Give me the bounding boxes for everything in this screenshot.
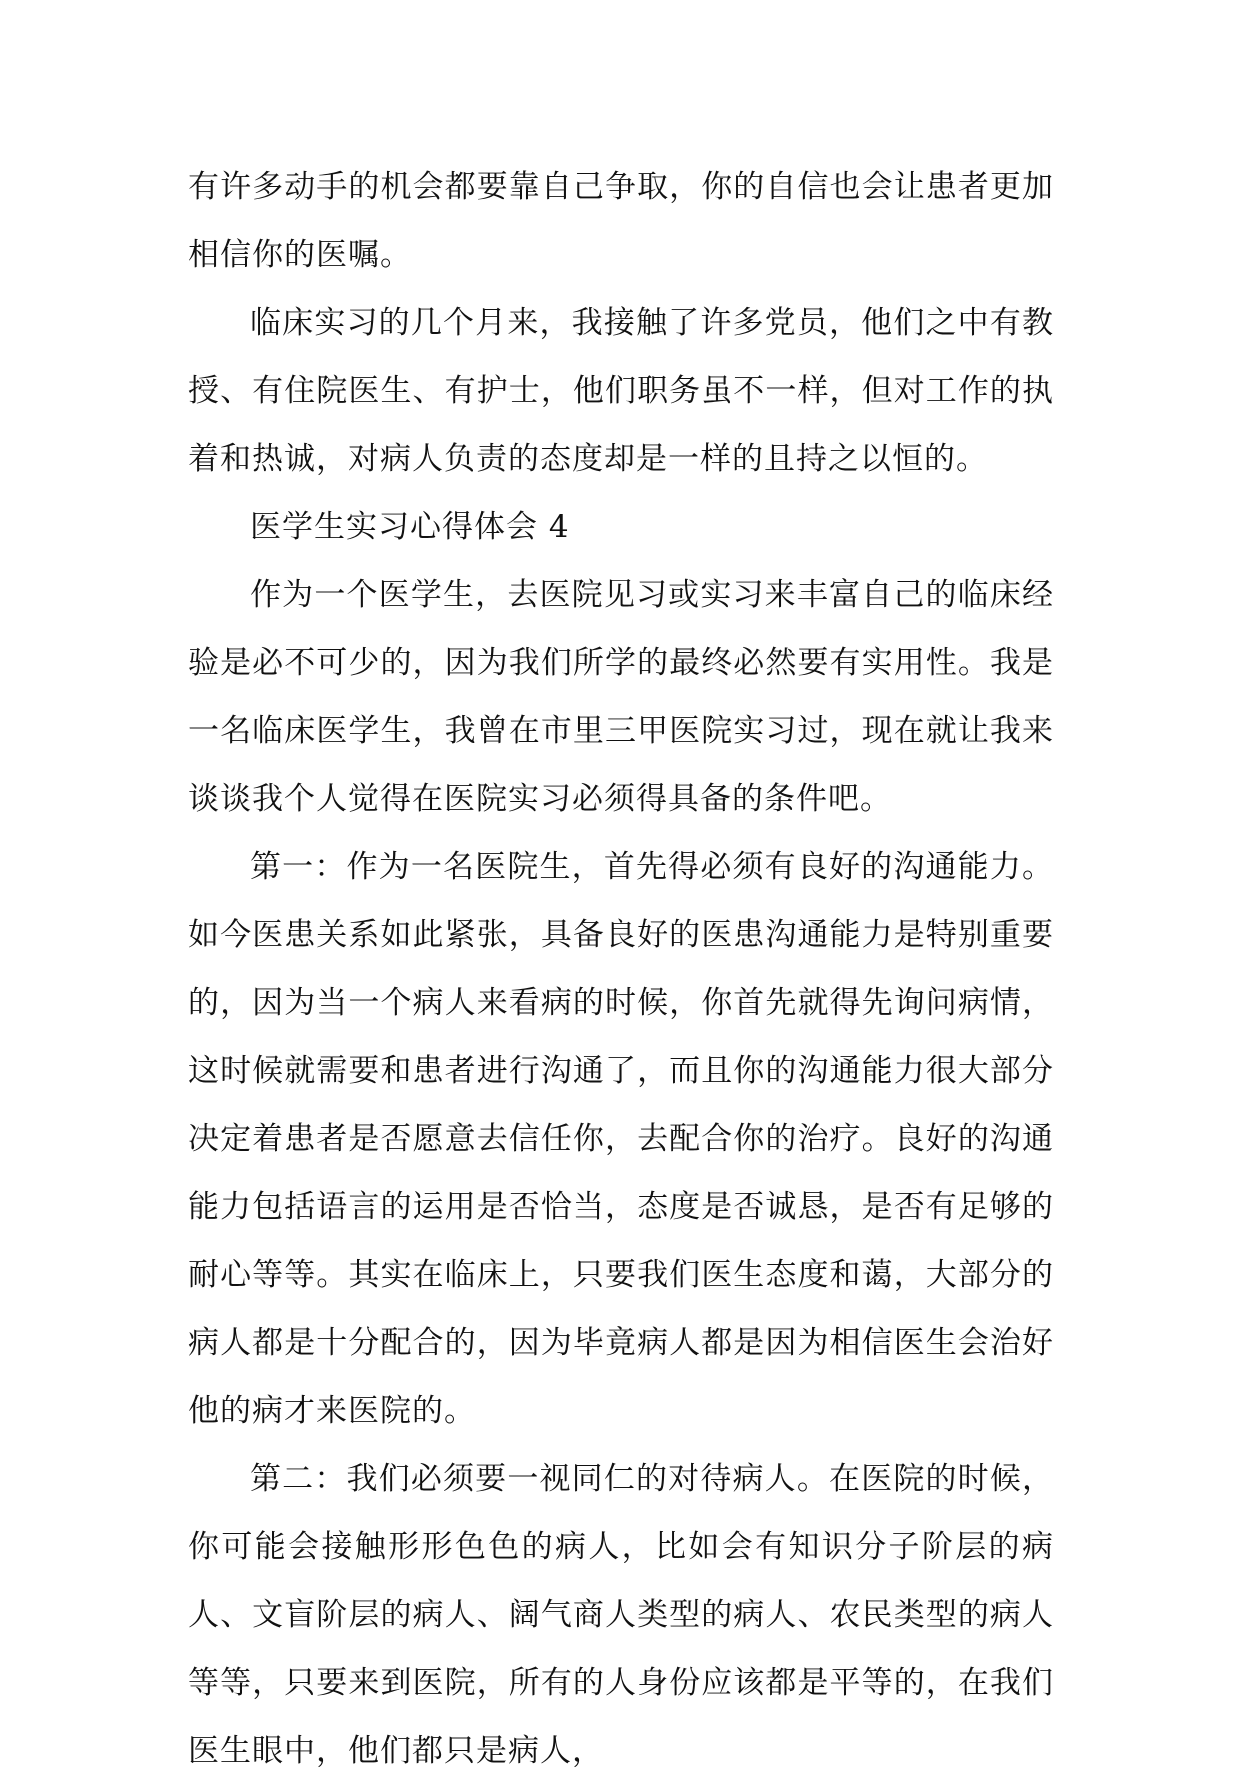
paragraph-intro: 作为一个医学生，去医院见习或实习来丰富自己的临床经验是必不可少的，因为我们所学的最终必然要有实用性。我是一名临床医学生，我曾在市里三甲医院实习过，现在就让我来谈谈我个人觉得在医院实习必须得具备的条件吧。 xyxy=(188,577,1054,817)
section-heading: 医学生实习心得体会 4 xyxy=(250,509,570,545)
paragraph-second-point: 第二：我们必须要一视同仁的对待病人。在医院的时候，你可能会接触形形色色的病人，比如会有知识分子阶层的病人、文盲阶层的病人、阔气商人类型的病人、农民类型的病人等等，只要来到医院，所有的人身份应该都是平等的，在我们医生眼中，他们都只是病人， xyxy=(188,1461,1054,1769)
paragraph-continuation: 有许多动手的机会都要靠自己争取，你的自信也会让患者更加相信你的医嘱。 xyxy=(188,169,1054,273)
document-body xyxy=(188,153,1054,1785)
paragraph-clinical-internship: 临床实习的几个月来，我接触了许多党员，他们之中有教授、有住院医生、有护士，他们职务虽不一样，但对工作的执着和热诚，对病人负责的态度却是一样的且持之以恒的。 xyxy=(188,305,1054,477)
paragraph-first-point: 第一：作为一名医院生，首先得必须有良好的沟通能力。如今医患关系如此紧张，具备良好的医患沟通能力是特别重要的，因为当一个病人来看病的时候，你首先就得先询问病情，这时候就需要和患者进行沟通了，而且你的沟通能力很大部分决定着患者是否愿意去信任你，去配合你的治疗。良好的沟通能力包括语言的运用是否恰当，态度是否诚恳，是否有足够的耐心等等。其实在临床上，只要我们医生态度和蔼，大部分的病人都是十分配合的，因为毕竟病人都是因为相信医生会治好他的病才来医院的。 xyxy=(188,849,1054,1429)
